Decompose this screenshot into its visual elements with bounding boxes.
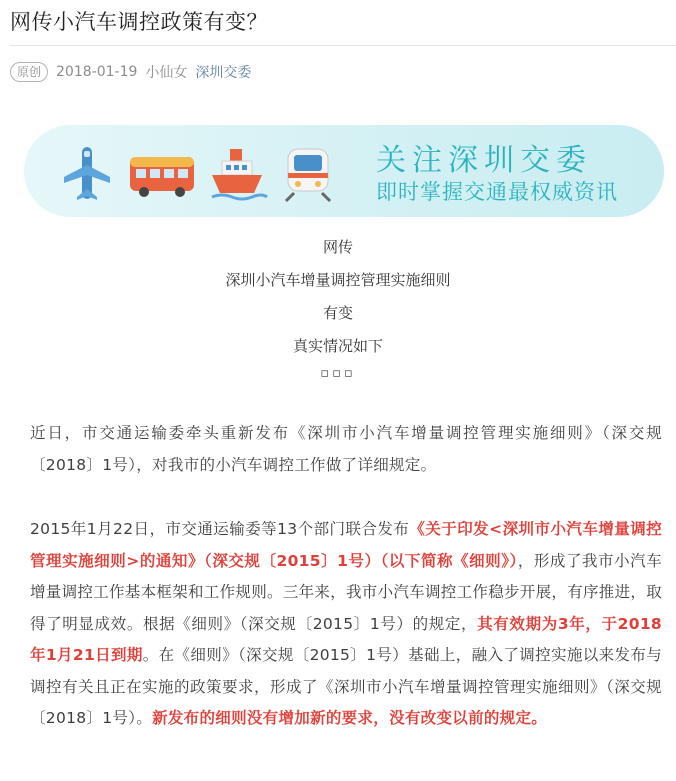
account-link[interactable]: 深圳交委 (195, 65, 252, 81)
banner-subline: 即时掌握交通最权威资讯 (376, 180, 618, 204)
publish-date: 2018-01-19 (56, 64, 138, 80)
banner-headline: 关注深圳交委 (376, 143, 592, 178)
highlight-validity: 其有效期为3年，于2018年1月21日到期 (30, 614, 663, 664)
original-badge: 原创 (10, 62, 48, 82)
paragraph-2-text: 2015年1月22日，市交通运输委等13个部门联合发布 (30, 520, 410, 538)
author-name: 小仙女 (145, 65, 188, 81)
highlight-notice-title: 《关于印发<深圳市小汽车增量调控管理实施细则>的通知》（深交规〔2015〕1号）（以下简称《细则》） (30, 520, 663, 570)
paragraph-2-text: 。在《细则》（深交规〔2015〕1号）基础上，融入了调控实施以来发布与调控有关且正在实施的政策要求，形成了《深圳市小汽车增量调控管理实施细则》（深交规〔2018〕1号）。 (30, 646, 662, 727)
paragraph-2 (30, 514, 662, 735)
title-divider (10, 45, 676, 46)
intro-line: 有变 (322, 304, 353, 322)
paragraph-1: 近日，市交通运输委牵头重新发布《深圳市小汽车增量调控管理实施细则》（深交规〔2018〕1号），对我市的小汽车调控工作做了详细规定。 (30, 424, 662, 474)
ship-icon (212, 149, 267, 199)
intro-ornament: ▫▫▫ (320, 366, 356, 381)
train-icon (286, 149, 330, 201)
highlight-conclusion: 新发布的细则没有增加新的要求，没有改变以前的规定。 (152, 709, 548, 727)
bus-icon (130, 157, 194, 197)
banner-icons (62, 143, 362, 203)
article-meta (10, 62, 251, 82)
paragraph-2-text: ，形成了我市小汽车增量调控工作基本框架和工作规则。三年来，我市小汽车调控工作稳步开展，有序推进，取得了明显成效。根据《细则》（深交规〔2015〕1号）的规定， (30, 551, 663, 633)
intro-line: 真实情况如下 (292, 337, 383, 355)
intro-line: 深圳小汽车增量调控管理实施细则 (225, 271, 451, 289)
follow-banner (24, 125, 664, 217)
article-title: 网传小汽车调控政策有变？ (10, 10, 268, 34)
intro-line: 网传 (322, 238, 353, 256)
airplane-icon (64, 147, 110, 200)
